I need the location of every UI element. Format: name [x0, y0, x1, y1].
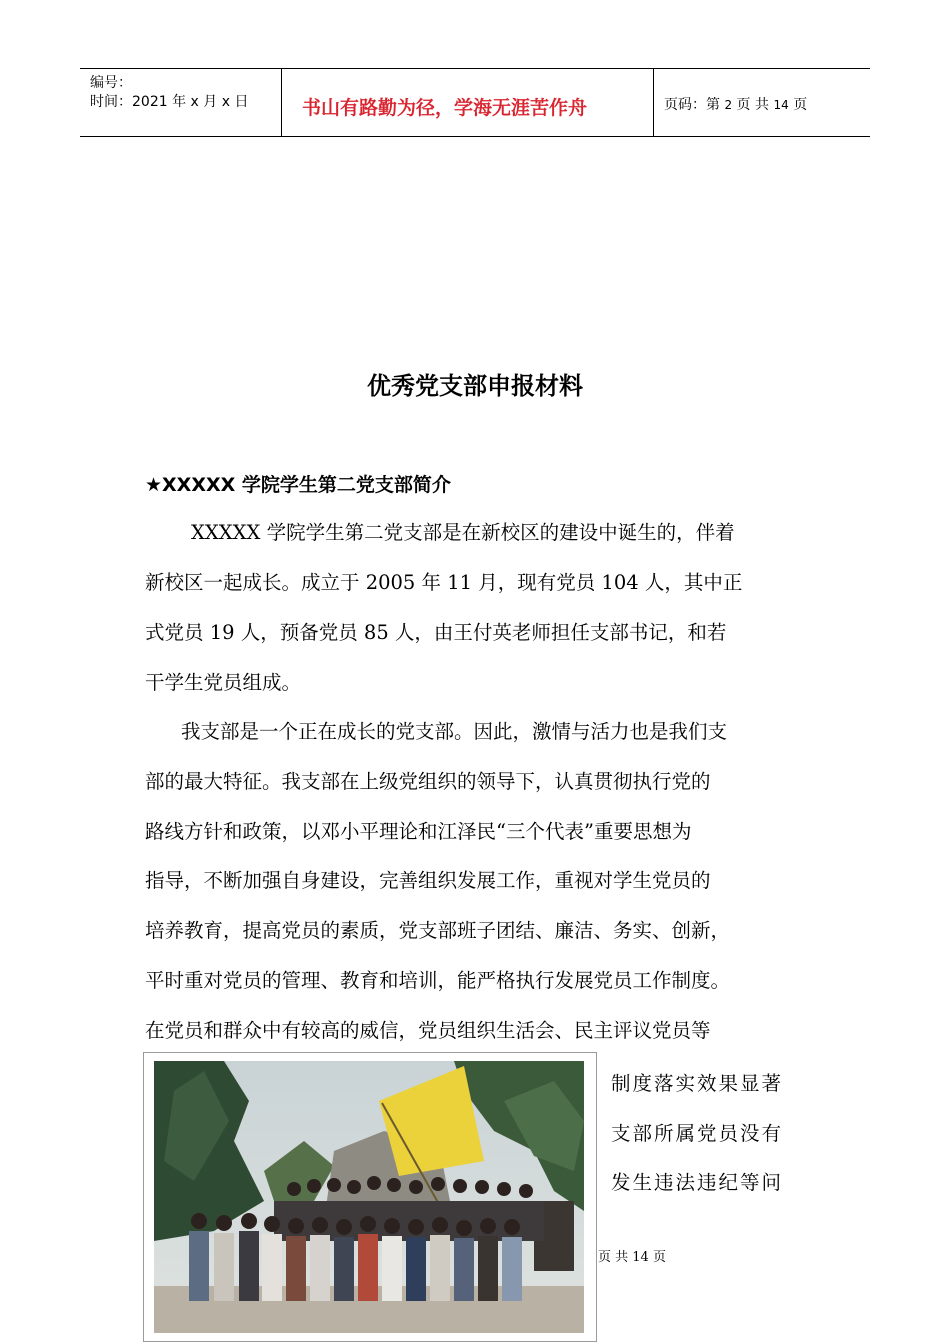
page-suffix: 页 — [793, 97, 808, 113]
page-prefix: 页码：第 — [664, 97, 720, 113]
paragraph-line: 培养教育，提高党员的素质，党支部班子团结、廉洁、务实、创新， — [145, 919, 731, 942]
header-meta-cell — [80, 69, 282, 136]
page-middle: 页 共 — [736, 97, 769, 113]
paragraph-line: 我支部是一个正在成长的党支部。因此，激情与活力也是我们支 — [181, 720, 728, 743]
page-header — [80, 68, 870, 137]
date-label: 时间：2021 年 x 月 x 日 — [90, 94, 249, 110]
paragraph-line: 式党员 19 人，预备党员 85 人，由王付英老师担任支部书记，和若 — [145, 621, 727, 644]
section-heading: ★XXXXX 学院学生第二党支部简介 — [145, 474, 451, 496]
paragraph-line: 平时重对党员的管理、教育和培训，能严格执行发展党员工作制度。 — [145, 969, 731, 992]
footer-page-fragment: 页 共 14 页 — [598, 1250, 666, 1265]
wrap-text-line: 支部所属党员没有 — [611, 1122, 784, 1145]
paragraph-line: 部的最大特征。我支部在上级党组织的领导下，认真贯彻执行党的 — [145, 770, 711, 793]
page-number — [664, 94, 807, 114]
paragraph-line: 在党员和群众中有较高的威信，党员组织生活会、民主评议党员等 — [145, 1019, 711, 1042]
number-label: 编号： — [90, 75, 132, 91]
group-photo-frame — [143, 1052, 597, 1342]
paragraph-line: 干学生党员组成。 — [145, 671, 302, 694]
paragraph-line: XXXXX 学院学生第二党支部是在新校区的建设中诞生的，伴着 — [191, 521, 735, 544]
document-title: 优秀党支部申报材料 — [367, 372, 583, 400]
header-page-cell — [654, 69, 870, 136]
wrap-text-line: 发生违法违纪等问 — [611, 1171, 784, 1194]
group-photo — [154, 1061, 584, 1333]
paragraph-line: 新校区一起成长。成立于 2005 年 11 月，现有党员 104 人，其中正 — [145, 571, 743, 594]
page-total: 14 — [773, 98, 789, 112]
header-motto-cell — [282, 69, 654, 136]
wrap-text-line: 制度落实效果显著 — [611, 1072, 784, 1095]
paragraph-line: 指导，不断加强自身建设，完善组织发展工作，重视对学生党员的 — [145, 869, 711, 892]
paragraph-line: 路线方针和政策，以邓小平理论和江泽民“三个代表”重要思想为 — [145, 820, 692, 843]
motto-text: 书山有路勤为径，学海无涯苦作舟 — [302, 97, 588, 119]
page-current: 2 — [724, 98, 733, 112]
